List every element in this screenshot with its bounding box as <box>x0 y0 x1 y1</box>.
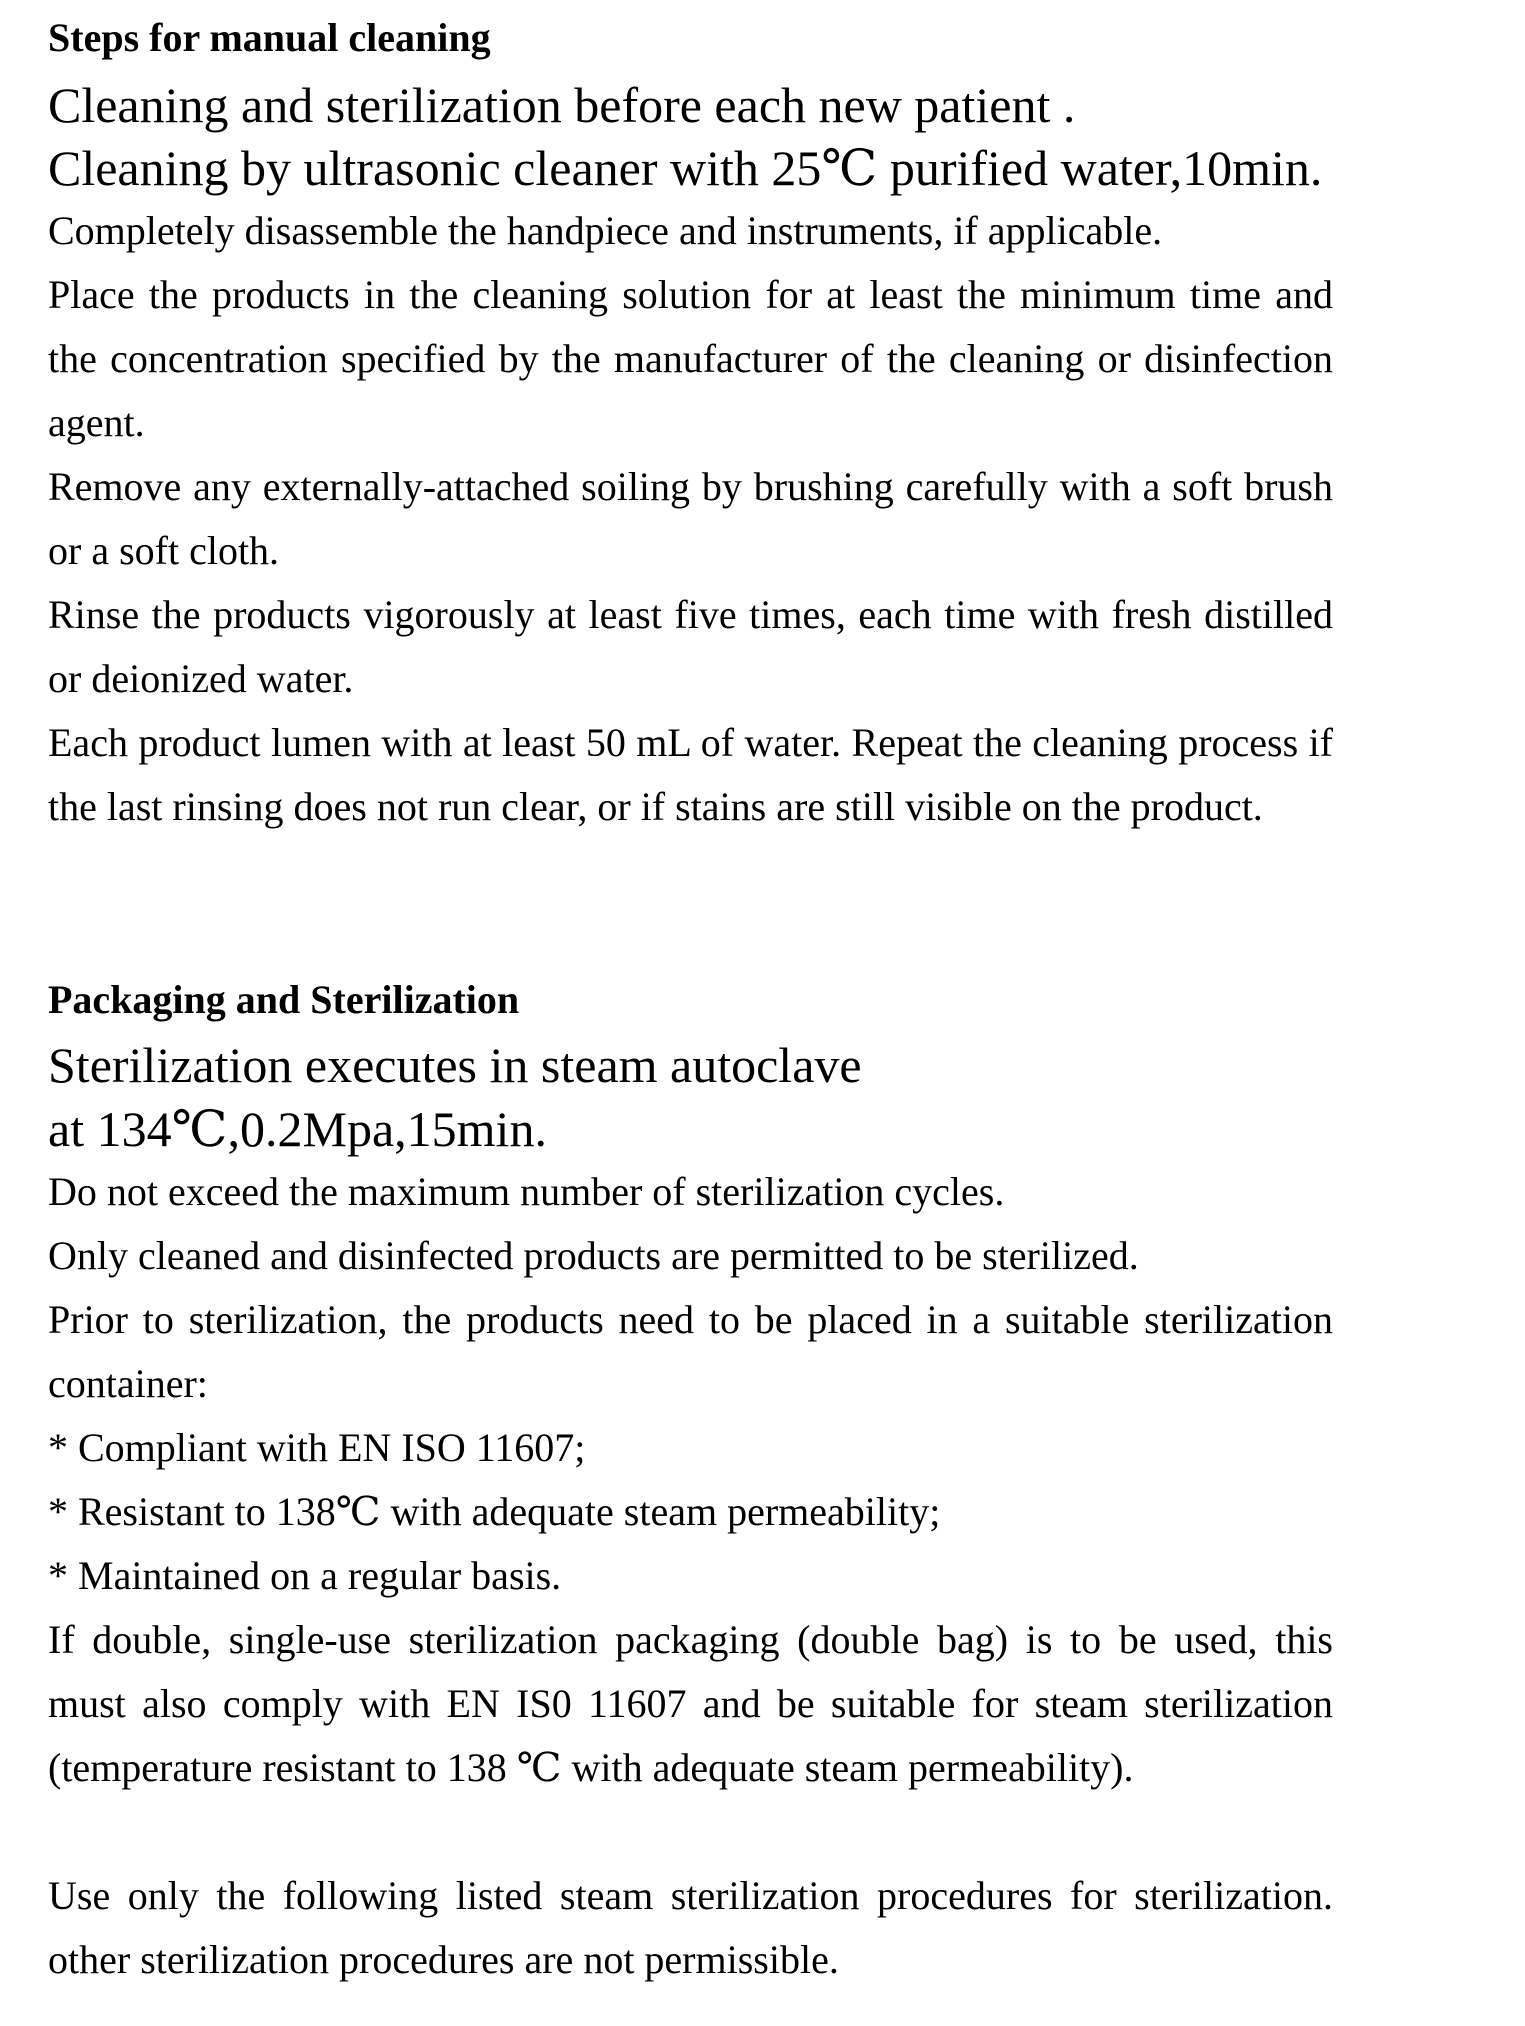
bullet-compliant-iso: * Compliant with EN ISO 11607; <box>48 1425 586 1470</box>
paragraph-steam-procedures: Use only the following listed steam sterilization procedures for sterilization. other sterilization procedures are not permissible. <box>48 1873 1333 1982</box>
paragraph-max-cycles: Do not exceed the maximum number of sterilization cycles. <box>48 1169 1005 1214</box>
paragraph-only-cleaned: Only cleaned and disinfected products are permitted to be sterilized. <box>48 1233 1139 1278</box>
bullet-resistant-138: * Resistant to 138℃ with adequate steam permeability; <box>48 1489 941 1534</box>
lead-line-cleaning-sterilization: Cleaning and sterilization before each new patient . <box>48 77 1076 133</box>
paragraph-cleaning-solution: Place the products in the cleaning solution for at least the minimum time and the concentration specified by the manufacturer of the cleaning or disinfection agent. <box>48 272 1333 445</box>
lead-line-sterilization-parameters: at 134℃,0.2Mpa,15min. <box>48 1101 547 1157</box>
paragraph-sterilization-container: Prior to sterilization, the products need to be placed in a suitable sterilization container: <box>48 1297 1333 1406</box>
paragraph-rinse-products: Rinse the products vigorously at least five times, each time with fresh distilled or deionized water. <box>48 592 1333 701</box>
paragraph-remove-soiling: Remove any externally-attached soiling by brushing carefully with a soft brush or a soft cloth. <box>48 464 1333 573</box>
paragraph-double-packaging: If double, single-use sterilization packaging (double bag) is to be used, this must also comply with EN IS0 11607 and be suitable for steam sterilization (temperature resistant to 138 ℃ with adequate steam permeability). <box>48 1617 1333 1790</box>
section-heading-manual-cleaning: Steps for manual cleaning <box>48 15 491 60</box>
paragraph-product-lumen: Each product lumen with at least 50 mL of water. Repeat the cleaning process if the last rinsing does not run clear, or if stains are still visible on the product. <box>48 720 1333 829</box>
paragraph-disassemble: Completely disassemble the handpiece and instruments, if applicable. <box>48 208 1163 253</box>
lead-line-ultrasonic-cleaner: Cleaning by ultrasonic cleaner with 25℃ purified water,10min. <box>48 140 1323 196</box>
lead-line-steam-autoclave: Sterilization executes in steam autoclave <box>48 1037 862 1093</box>
section-heading-packaging-sterilization: Packaging and Sterilization <box>48 977 520 1022</box>
bullet-maintained: * Maintained on a regular basis. <box>48 1553 562 1598</box>
